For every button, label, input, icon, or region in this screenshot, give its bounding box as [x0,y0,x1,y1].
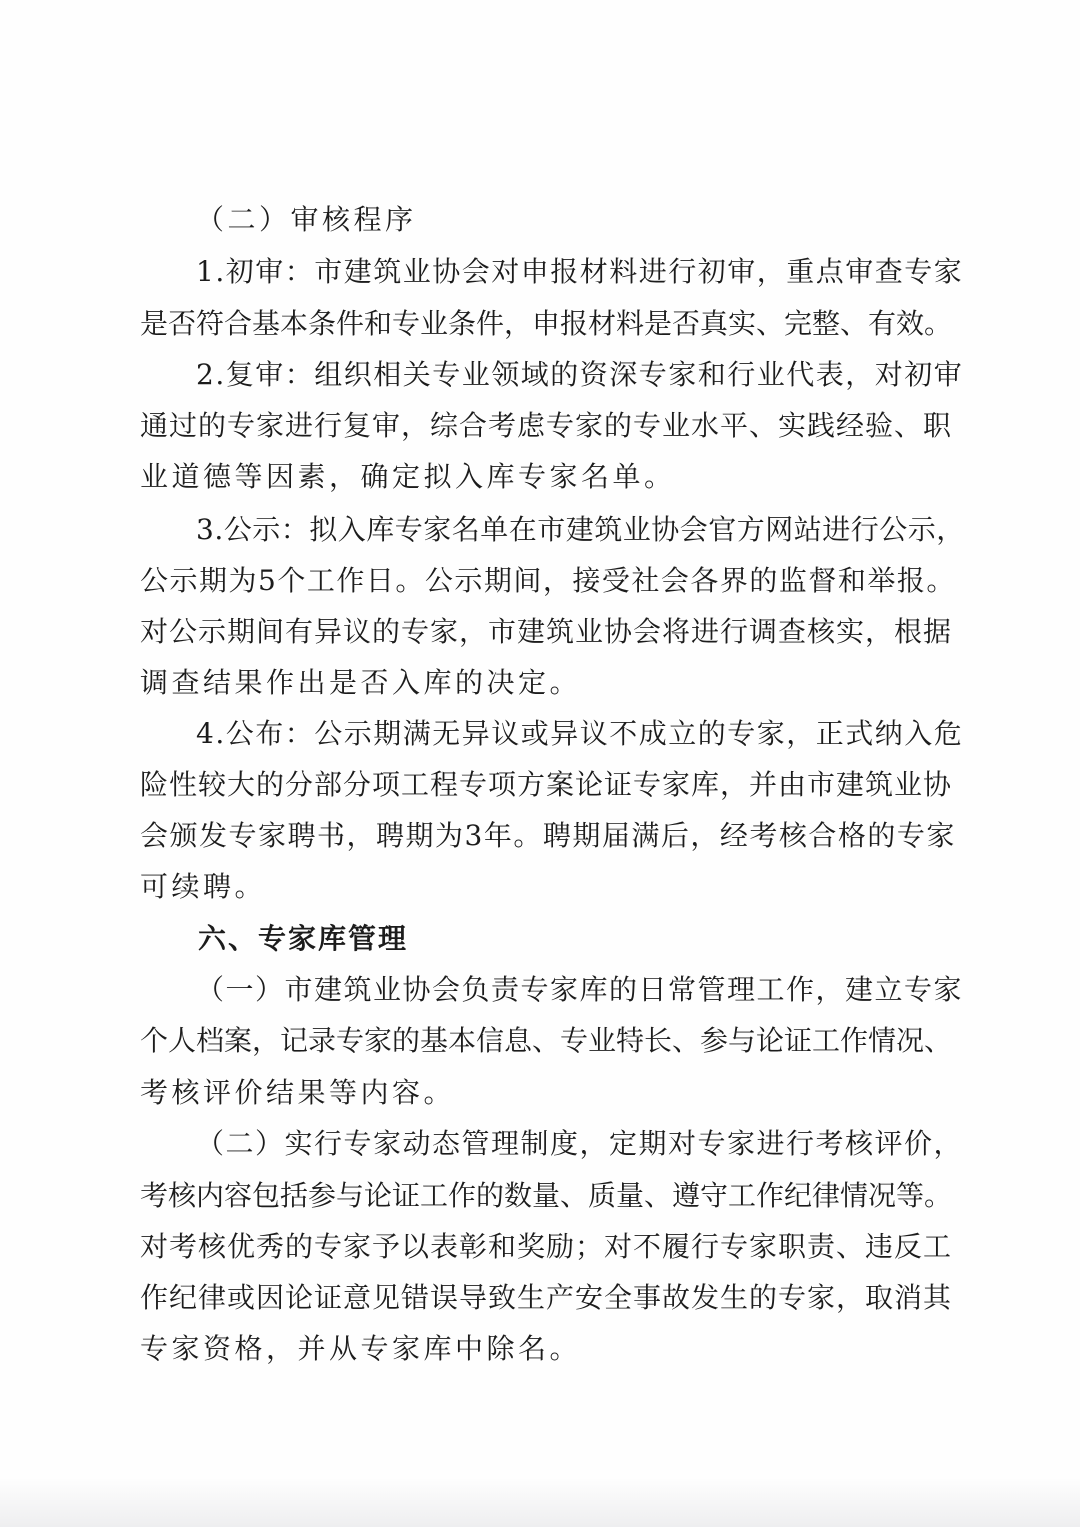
paragraph-line: 公示期为5个工作日。公示期间，接受社会各界的监督和举报。 [140,564,956,597]
paragraph-line: 可续聘。 [140,870,267,903]
paragraph-line: 2.复审：组织相关专业领域的资深专家和行业代表，对初审 [196,358,964,391]
paragraph-line: 个人档案，记录专家的基本信息、专业特长、参与论证工作情况、 [140,1024,953,1057]
paragraph-line: （一）市建筑业协会负责专家库的日常管理工作，建立专家 [196,973,964,1006]
paragraph-line: 4.公布：公示期满无异议或异议不成立的专家，正式纳入危 [196,717,964,750]
paragraph-line: 调查结果作出是否入库的决定。 [140,666,582,699]
paragraph-line: 3.公示：拟入库专家名单在市建筑业协会官方网站进行公示， [196,513,965,546]
section-heading-expert-library-management: 六、专家库管理 [198,922,409,955]
paragraph-line: 专家资格，并从专家库中除名。 [140,1332,582,1365]
paragraph-line: 通过的专家进行复审，综合考虑专家的专业水平、实践经验、职 [140,409,953,442]
section-subheading-review-procedure: （二）审核程序 [196,203,417,236]
paragraph-line: 险性较大的分部分项工程专项方案论证专家库，并由市建筑业协 [140,768,953,801]
paragraph-line: 对考核优秀的专家予以表彰和奖励；对不履行专家职责、违反工 [140,1230,953,1263]
paragraph-line: 1.初审：市建筑业协会对申报材料进行初审，重点审查专家 [196,255,964,288]
paragraph-line: （二）实行专家动态管理制度，定期对专家进行考核评价， [196,1127,964,1160]
paragraph-line: 作纪律或因论证意见错误导致生产安全事故发生的专家，取消其 [140,1281,953,1314]
paragraph-line: 是否符合基本条件和专业条件，申报材料是否真实、完整、有效。 [140,307,953,340]
paragraph-line: 考核评价结果等内容。 [140,1076,456,1109]
paragraph-line: 考核内容包括参与论证工作的数量、质量、遵守工作纪律情况等。 [140,1179,953,1212]
paragraph-line: 对公示期间有异议的专家，市建筑业协会将进行调查核实，根据 [140,615,953,648]
paragraph-line: 会颁发专家聘书，聘期为3年。聘期届满后，经考核合格的专家 [140,819,956,852]
paragraph-line: 业道德等因素，确定拟入库专家名单。 [140,460,676,493]
